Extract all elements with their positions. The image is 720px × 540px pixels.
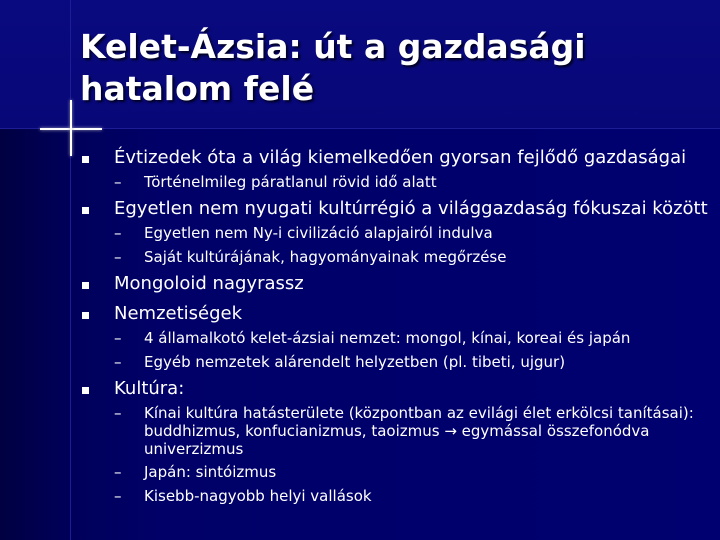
bullet-item xyxy=(80,146,710,170)
sub-bullet-list xyxy=(114,329,710,372)
sub-bullet-text: Egyéb nemzetek alárendelt helyzetben (pl. tibeti, ujgur) xyxy=(144,353,566,371)
bullet-text: Egyetlen nem nyugati kultúrrégió a világgazdaság fókuszai között xyxy=(114,198,708,219)
dash-bullet-icon: – xyxy=(114,487,122,505)
sub-bullet-list xyxy=(114,173,710,192)
sub-bullet-list xyxy=(114,224,710,267)
dash-bullet-icon: – xyxy=(114,353,122,371)
sub-bullet-text: Kínai kultúra hatásterülete (központban az evilági élet erkölcsi tanításai): buddhizmus, konfucianizmus, taoizmus → egymással összefonódva univerzizmus xyxy=(144,404,694,458)
horizontal-divider-line xyxy=(0,128,720,129)
dash-bullet-icon: – xyxy=(114,173,122,191)
crosshair-vertical-accent xyxy=(70,100,72,156)
vertical-divider-line xyxy=(70,0,71,540)
square-bullet-icon xyxy=(82,156,89,163)
dash-bullet-icon: – xyxy=(114,248,122,266)
bullet-item xyxy=(80,197,710,221)
bullet-text: Évtizedek óta a világ kiemelkedően gyorsan fejlődő gazdaságai xyxy=(114,147,687,168)
sub-bullet-item xyxy=(114,329,710,348)
sub-bullet-text: Saját kultúrájának, hagyományainak megőrzése xyxy=(144,248,507,266)
bullet-text: Nemzetiségek xyxy=(114,303,243,324)
sub-bullet-text: Egyetlen nem Ny-i civilizáció alapjairól indulva xyxy=(144,224,493,242)
bullet-item xyxy=(80,272,710,296)
square-bullet-icon xyxy=(82,387,89,394)
sub-bullet-item xyxy=(114,224,710,243)
dash-bullet-icon: – xyxy=(114,404,122,422)
square-bullet-icon xyxy=(82,312,89,319)
sub-bullet-item xyxy=(114,353,710,372)
sub-bullet-item xyxy=(114,404,710,458)
bullet-text: Mongoloid nagyrassz xyxy=(114,273,304,294)
sub-bullet-item xyxy=(114,463,710,482)
sub-bullet-item xyxy=(114,173,710,192)
sub-bullet-text: Kisebb-nagyobb helyi vallások xyxy=(144,487,372,505)
bullet-item xyxy=(80,377,710,401)
dash-bullet-icon: – xyxy=(114,224,122,242)
dash-bullet-icon: – xyxy=(114,463,122,481)
bullet-item xyxy=(80,302,710,326)
sub-bullet-text: Japán: sintóizmus xyxy=(144,463,277,481)
bullet-text: Kultúra: xyxy=(114,378,185,399)
sub-bullet-item xyxy=(114,487,710,506)
sub-bullet-item xyxy=(114,248,710,267)
sub-bullet-text: 4 államalkotó kelet-ázsiai nemzet: mongol, kínai, koreai és japán xyxy=(144,329,631,347)
bullet-list xyxy=(80,146,710,511)
dash-bullet-icon: – xyxy=(114,329,122,347)
slide-title: Kelet-Ázsia: út a gazdasági hatalom felé xyxy=(80,27,586,108)
sub-bullet-list xyxy=(114,404,710,506)
square-bullet-icon xyxy=(82,282,89,289)
sub-bullet-text: Történelmileg páratlanul rövid idő alatt xyxy=(144,173,437,191)
square-bullet-icon xyxy=(82,207,89,214)
